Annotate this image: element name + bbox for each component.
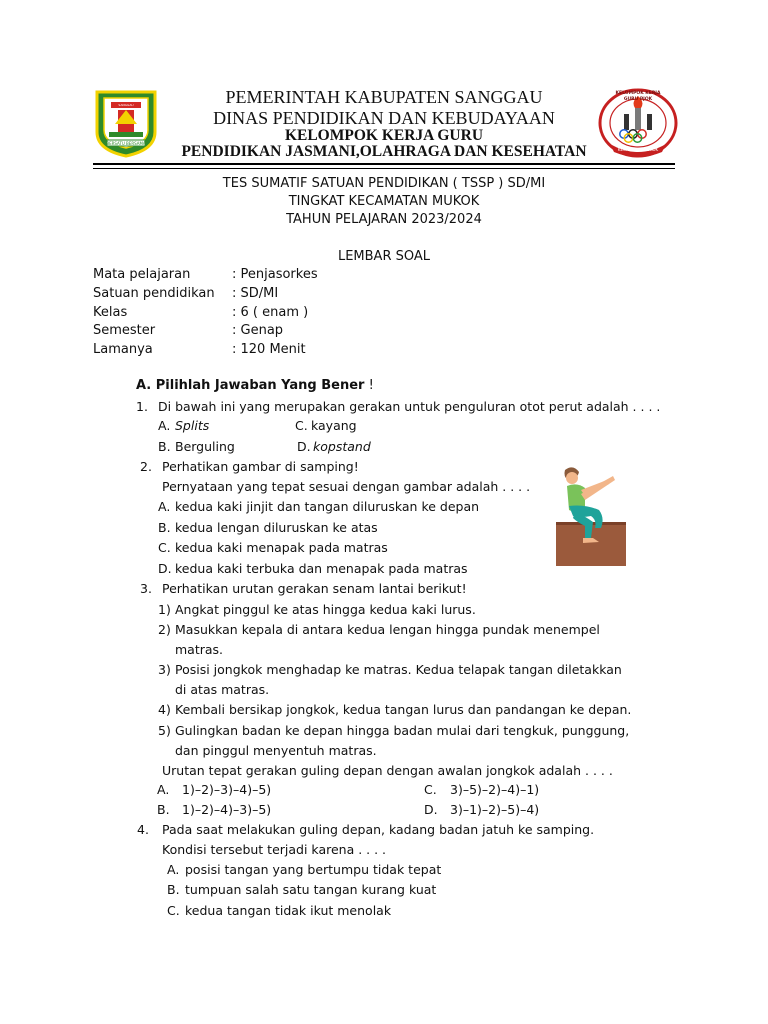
q2-option-text: kedua kaki jinjit dan tangan diluruskan ke depan: [175, 499, 480, 514]
q1-option-c: kayang: [311, 418, 357, 433]
header-line-4: PENDIDIKAN JASMANI,OLAHRAGA DAN KESEHATAN: [181, 143, 587, 160]
q4-option-letter: C.: [167, 903, 180, 918]
q4-number: 4.: [137, 822, 149, 837]
q1-option-c-letter: C.: [295, 418, 308, 433]
q1-option-a-letter: A.: [158, 418, 171, 433]
header-line-2: DINAS PENDIDIKAN DAN KEBUDAYAAN: [213, 108, 555, 128]
info-value: : Penjasorkes: [232, 267, 318, 282]
q4-text: Pada saat melakukan guling depan, kadang badan jatuh ke samping.: [162, 822, 595, 837]
regency-emblem: [93, 88, 159, 158]
q1-option-b-letter: B.: [158, 439, 171, 454]
q2-option-text: kedua kaki menapak pada matras: [175, 540, 388, 555]
section-heading: [136, 378, 374, 394]
q1-option-d-letter: D.: [297, 439, 311, 454]
info-value: : SD/MI: [232, 286, 279, 301]
q3-step-number: 3): [158, 662, 171, 677]
q3-step-number: 5): [158, 723, 171, 738]
q4-option-letter: A.: [167, 862, 180, 877]
header-rule-thick: [93, 163, 675, 165]
sheet-title: LEMBAR SOAL: [337, 249, 431, 264]
q4-option-text: tumpuan salah satu tangan kurang kuat: [185, 882, 437, 897]
q4-option-letter: B.: [167, 882, 180, 897]
q2-option-letter: C.: [158, 540, 171, 555]
exam-title-line-1: TES SUMATIF SATUAN PENDIDIKAN ( TSSP ) SD/MI: [222, 176, 546, 191]
q3-step-text: Kembali bersikap jongkok, kedua tangan lurus dan pandangan ke depan.: [175, 702, 632, 717]
info-value: : 6 ( enam ): [232, 305, 309, 320]
q3-stem: Urutan tepat gerakan guling depan dengan awalan jongkok adalah . . . .: [162, 763, 613, 778]
q4-option-text: posisi tangan yang bertumpu tidak tepat: [185, 862, 442, 877]
section-mark: !: [364, 378, 374, 393]
emblem-ring-text: KELOMPOK KERJA GURU PJOK: [615, 91, 661, 102]
q4-option-text: kedua tangan tidak ikut menolak: [185, 903, 392, 918]
q3-option-a-letter: A.: [157, 782, 170, 797]
q3-step-number: 4): [158, 702, 171, 717]
q3-step-text: Posisi jongkok menghadap ke matras. Kedua telapak tangan diletakkan: [175, 662, 622, 677]
header-line-3: KELOMPOK KERJA GURU: [284, 127, 484, 144]
info-label: Kelas: [93, 305, 128, 320]
exam-title-line-3: TAHUN PELAJARAN 2023/2024: [286, 212, 482, 227]
q3-step-text-cont: dan pinggul menyentuh matras.: [175, 743, 377, 758]
q3-option-b-letter: B.: [157, 802, 170, 817]
header-rule-thin: [93, 168, 675, 169]
info-label: Semester: [93, 323, 156, 338]
q3-step-text: Gulingkan badan ke depan hingga badan mulai dari tengkuk, punggung,: [175, 723, 630, 738]
q3-option-c-letter: C.: [424, 782, 437, 797]
emblem-name: SANGGAU: [118, 103, 134, 107]
q3-step-number: 1): [158, 602, 171, 617]
q3-step-text: Angkat pinggul ke atas hingga kedua kaki lurus.: [175, 602, 476, 617]
q3-step-number: 2): [158, 622, 171, 637]
q3-number: 3.: [140, 581, 152, 596]
q1-number: 1.: [136, 399, 148, 414]
emblem-bottom-text: KECAMATAN MUKOK: [617, 147, 659, 152]
q3-option-d: 3)–1)–2)–5)–4): [450, 802, 540, 817]
info-label: Lamanya: [93, 342, 153, 357]
q2-option-letter: D.: [158, 561, 172, 576]
kkg-pjok-emblem: [598, 88, 678, 158]
squat-jump-illustration: [555, 466, 627, 566]
emblem-motto: BERSATU BERSAMA: [106, 141, 146, 146]
exam-title-line-2: TINGKAT KECAMATAN MUKOK: [288, 194, 480, 209]
q2-text: Perhatikan gambar di samping!: [162, 459, 359, 474]
q2-option-letter: A.: [158, 499, 171, 514]
info-value: : Genap: [232, 323, 284, 338]
q3-step-text-cont: matras.: [175, 642, 224, 657]
q4-stem: Kondisi tersebut terjadi karena . . . .: [162, 842, 387, 857]
q1-option-b: Berguling: [175, 439, 235, 454]
q3-option-a: 1)–2)–3)–4)–5): [182, 782, 272, 797]
q2-option-letter: B.: [158, 520, 171, 535]
q3-step-text-cont: di atas matras.: [175, 682, 270, 697]
q3-step-text: Masukkan kepala di antara kedua lengan hingga pundak menempel: [175, 622, 600, 637]
q1-option-d: kopstand: [313, 439, 371, 454]
header-line-1: PEMERINTAH KABUPATEN SANGGAU: [225, 87, 543, 107]
q3-option-d-letter: D.: [424, 802, 438, 817]
q3-option-c: 3)–5)–2)–4)–1): [450, 782, 540, 797]
q3-text: Perhatikan urutan gerakan senam lantai berikut!: [162, 581, 467, 596]
q2-option-text: kedua kaki terbuka dan menapak pada matras: [175, 561, 468, 576]
q3-option-b: 1)–2)–4)–3)–5): [182, 802, 272, 817]
q1-option-a: Splits: [175, 418, 210, 433]
info-label: Mata pelajaran: [93, 267, 191, 282]
q2-option-text: kedua lengan diluruskan ke atas: [175, 520, 378, 535]
q2-stem: Pernyataan yang tepat sesuai dengan gambar adalah . . . .: [162, 479, 531, 494]
q2-number: 2.: [140, 459, 152, 474]
info-value: : 120 Menit: [232, 342, 306, 357]
section-title: A. Pilihlah Jawaban Yang Bener: [136, 378, 365, 393]
info-label: Satuan pendidikan: [93, 286, 215, 301]
q1-text: Di bawah ini yang merupakan gerakan untuk penguluran otot perut adalah . . . .: [158, 399, 661, 414]
